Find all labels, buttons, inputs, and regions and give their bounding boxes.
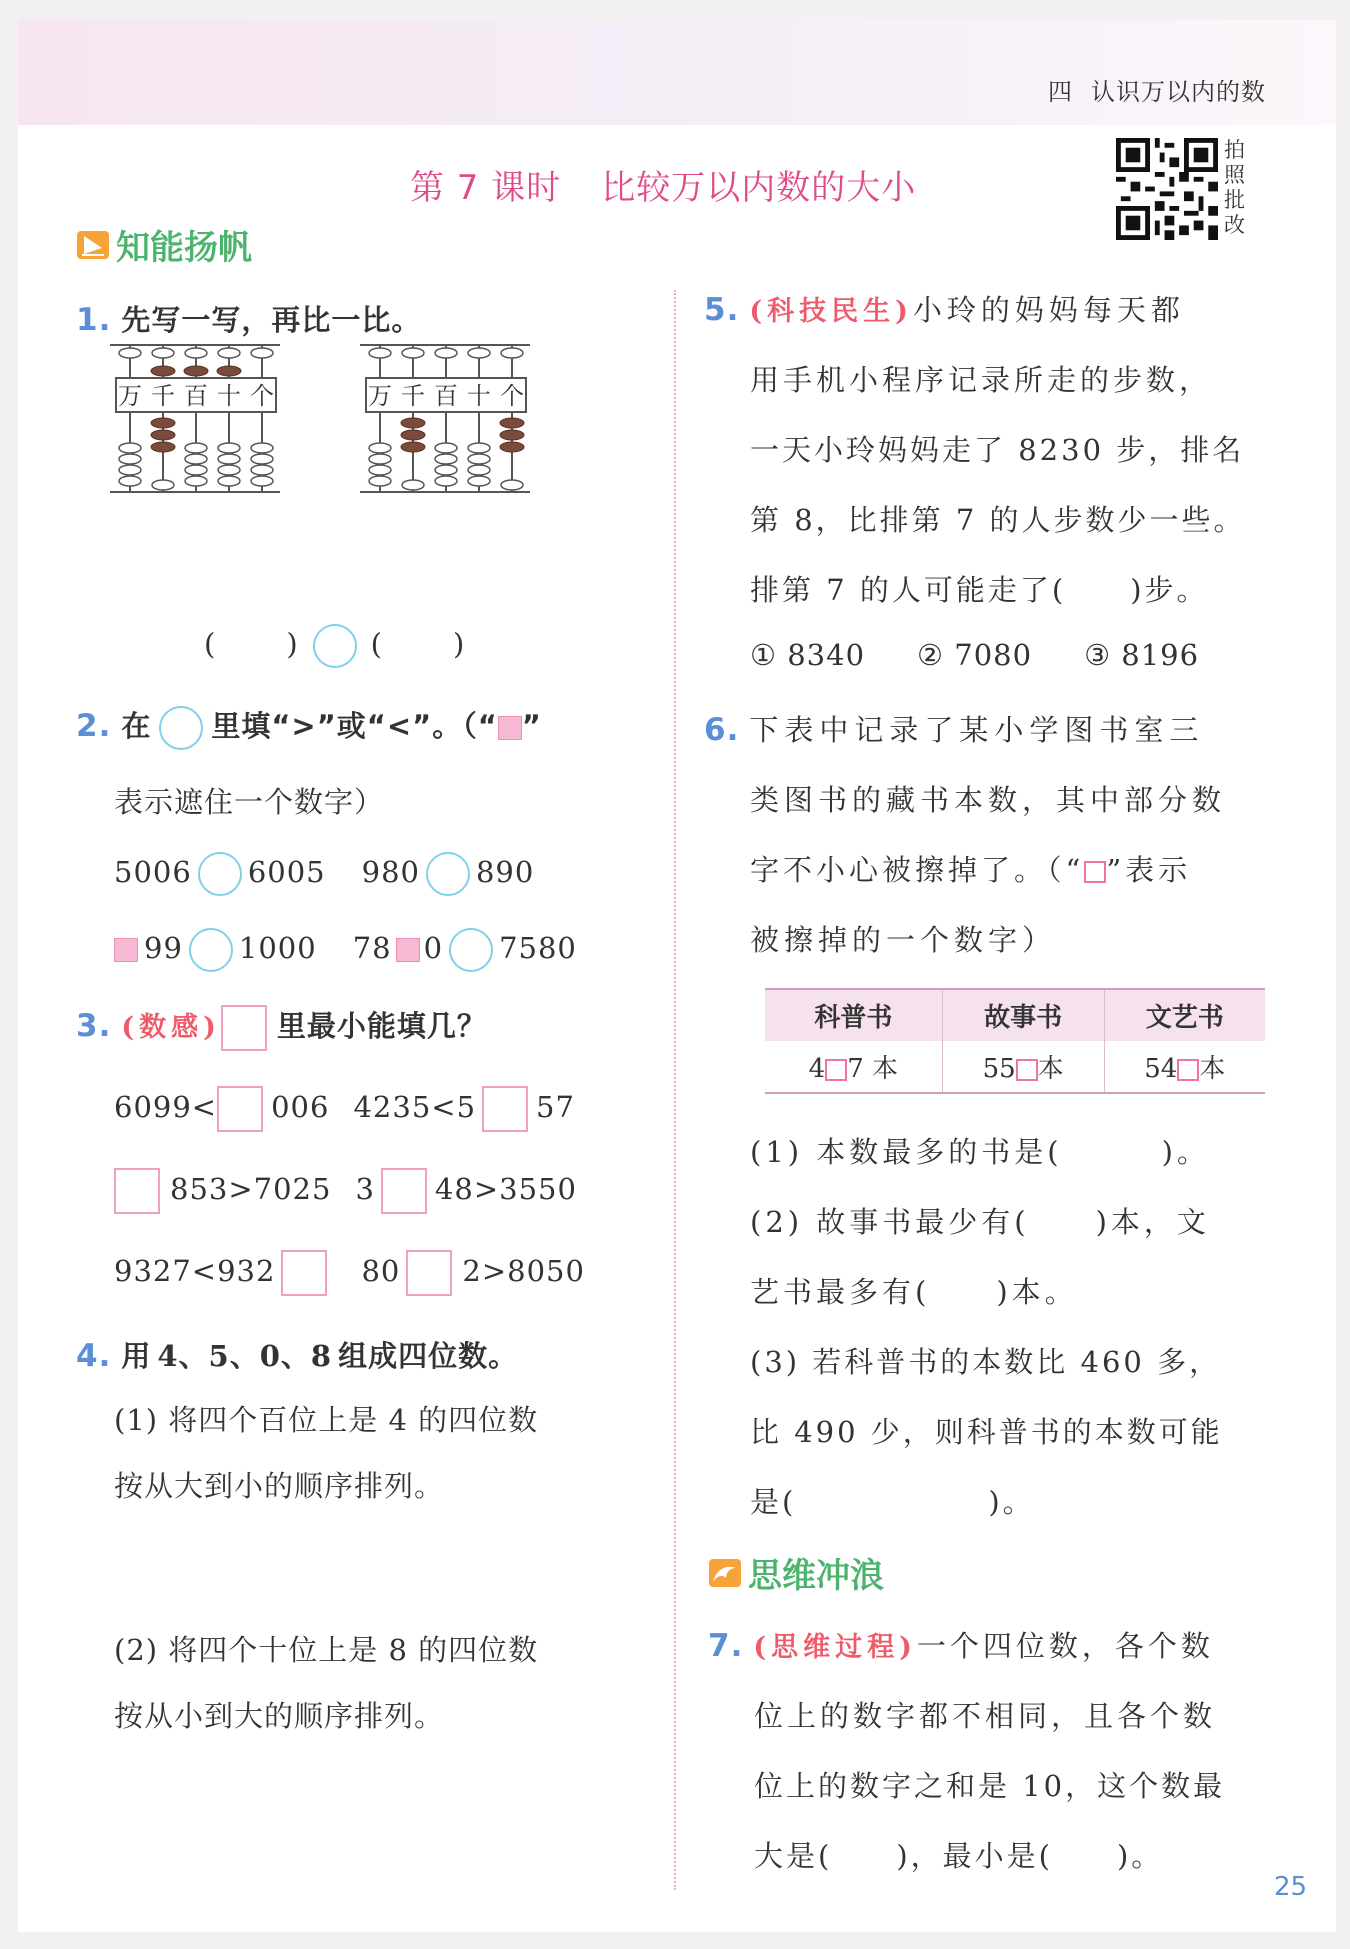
chapter-number: 四 [1048,78,1073,106]
question-number: 1. [76,302,112,338]
question-5: 5. (科技民生)小玲的妈妈每天都 [704,292,1185,328]
compare-circle[interactable] [449,928,493,972]
question-tag: (科技民生) [749,296,913,327]
question-number: 2. [76,708,112,744]
covered-digit-mark [114,938,138,962]
question-number: 4. [76,1338,112,1374]
q4-part1-cont: 按从大到小的顺序排列。 [114,1469,445,1503]
book-table [765,988,1265,1094]
question-number: 6. [704,712,740,748]
q2-row-1: 5006 6005 980 890 [114,852,534,896]
compare-circle[interactable] [159,706,203,750]
question-number: 7. [708,1628,744,1664]
q3-row-3: 9327<932 80 2>8050 [114,1250,585,1296]
q6-line: 类图书的藏书本数，其中部分数 [750,783,1227,817]
table-cell: 55 本 [942,1041,1104,1093]
scan-to-grade-label: 拍 照 批 改 [1224,138,1245,237]
abacus-label: 十 [467,382,491,410]
column-header: 科普书 [765,989,942,1041]
question-6: 6. 下表中记录了某小学图书室三 [704,712,1205,748]
erased-digit-mark [1016,1059,1038,1081]
q3-row-1: 6099< 006 4235<5 57 [114,1086,575,1132]
table-cell: 54 本 [1104,1041,1265,1093]
q2-row-2: 99 1000 78 0 7580 [114,928,577,972]
erased-digit-mark [1177,1059,1199,1081]
lesson-name: 比较万以内数的大小 [601,168,917,208]
column-divider [674,290,676,1890]
question-text: 先写一写，再比一比。 [121,303,422,337]
table-cell: 4 7 本 [765,1041,942,1093]
q2-note: 表示遮住一个数字） [114,785,385,819]
q6-line: 被擦掉的一个数字） [750,923,1057,957]
option-2[interactable]: ② 7080 [917,638,1033,672]
section-heading-basic [76,220,252,269]
section-heading-advanced [708,1548,884,1597]
abacus-right [360,342,550,502]
answer-box[interactable] [281,1250,327,1296]
chapter-title: 认识万以内的数 [1091,78,1266,106]
column-header: 文艺书 [1104,989,1265,1041]
question-7: 7. (思维过程)一个四位数，各个数 [708,1628,1214,1664]
compare-circle[interactable] [426,852,470,896]
answer-box[interactable] [381,1168,427,1214]
page-number: 25 [1274,1872,1308,1902]
q4-part2-cont: 按从小到大的顺序排列。 [114,1699,445,1733]
q6-sub-2-cont: 艺书最多有( )本。 [750,1275,1078,1309]
q4-part1: (1) 将四个百位上是 4 的四位数 [114,1403,539,1437]
q3-row-2: 853>7025 3 48>3550 [114,1168,577,1214]
covered-digit-mark [498,716,522,740]
q6-sub-3-cont: 比 490 少，则科普书的本数可能 [750,1415,1223,1449]
answer-box[interactable] [217,1086,263,1132]
q6-sub-3-cont: 是( )。 [750,1485,1035,1519]
abacus-label: 万 [118,382,142,410]
abacus-left [110,342,300,502]
chapter-header [1048,72,1266,107]
compare-circle[interactable] [189,928,233,972]
erased-digit-mark [825,1059,847,1081]
abacus-label: 个 [250,382,274,410]
abacus-label: 千 [151,382,175,410]
q7-line: 位上的数字之和是 10，这个数最 [754,1769,1226,1803]
abacus-label: 十 [217,382,241,410]
question-number: 5. [704,292,740,328]
lesson-number: 第 7 课时 [410,168,562,208]
q5-line: 一天小玲妈妈走了 8230 步，排名 [750,433,1245,467]
column-header: 故事书 [942,989,1104,1041]
q7-line: 位上的数字都不相同，且各个数 [754,1699,1217,1733]
question-tag: (数感) [121,1012,221,1043]
q6-sub-3: (3) 若科普书的本数比 460 多， [750,1345,1222,1379]
question-tag: (思维过程) [753,1632,917,1663]
sail-icon [76,230,110,260]
q4-part2: (2) 将四个十位上是 8 的四位数 [114,1633,539,1667]
question-number: 3. [76,1008,112,1044]
question-2: 2. 在 里填“>”或“<”。（“ ” [76,704,542,750]
abacus-label: 个 [500,382,524,410]
answer-box[interactable] [406,1250,452,1296]
abacus-label: 百 [184,382,208,410]
q5-options [750,638,1199,672]
question-3: 3. (数感) 里最小能填几？ [76,1004,487,1051]
compare-circle[interactable] [313,624,357,668]
covered-digit-mark [396,938,420,962]
abacus-label: 百 [434,382,458,410]
q6-sub-2: (2) 故事书最少有( )本，文 [750,1205,1210,1239]
lesson-title [410,160,916,209]
table-row [765,1041,1265,1093]
abacus-label: 万 [368,382,392,410]
q5-line: 用手机小程序记录所走的步数， [750,363,1213,397]
abacus-label: 千 [401,382,425,410]
answer-box[interactable] [114,1168,160,1214]
qr-code-icon[interactable] [1116,138,1218,240]
q6-line: 字不小心被擦掉了。（“ ”表示 [750,853,1192,887]
section-title: 思维冲浪 [748,1556,884,1596]
q7-line: 大是( )，最小是( )。 [754,1839,1164,1873]
answer-box[interactable] [482,1086,528,1132]
q6-sub-1: (1) 本数最多的书是( )。 [750,1135,1210,1169]
answer-box[interactable] [221,1005,267,1051]
question-4: 4. 用 4、5、0、8 组成四位数。 [76,1338,519,1374]
q1-answer-line: ( ) ( ) [204,624,465,668]
compare-circle[interactable] [198,852,242,896]
q5-line: 第 8，比排第 7 的人步数少一些。 [750,503,1246,537]
table-header-row [765,989,1265,1041]
workbook-page [18,20,1336,1932]
option-3[interactable]: ③ 8196 [1084,638,1200,672]
wave-icon [708,1558,742,1588]
q5-line: 排第 7 的人可能走了( )步。 [750,573,1209,607]
erased-digit-mark [1084,861,1106,883]
section-title: 知能扬帆 [116,228,252,268]
option-1[interactable]: ① 8340 [750,638,866,672]
